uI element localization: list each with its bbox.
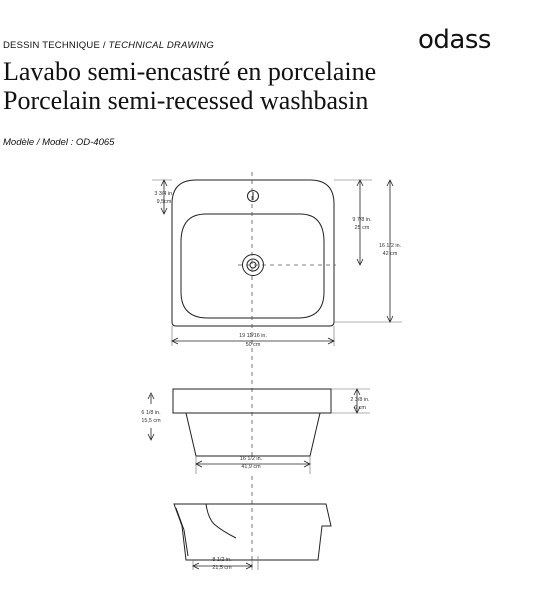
title-english: Porcelain semi-recessed washbasin xyxy=(3,86,369,115)
dim-cutout-width-in: 16 1/2 in. xyxy=(239,456,263,462)
dim-total-depth-cm: 42 cm xyxy=(382,251,398,257)
dim-rim-height-in: 2 3/8 in. xyxy=(350,397,370,403)
side-view xyxy=(174,504,331,560)
dim-total-depth-in: 16 1/2 in. xyxy=(378,243,402,249)
dim-drain-depth-in: 9 7/8 in. xyxy=(352,217,372,223)
dim-rim-height-cm: 6 cm xyxy=(354,405,366,411)
drawing-type-label: DESSIN TECHNIQUE / TECHNICAL DRAWING xyxy=(3,40,214,51)
brand-logo: odass xyxy=(418,25,491,55)
dim-back-depth-cm: 21,5 cm xyxy=(212,565,232,571)
model-number: Modèle / Model : OD-4065 xyxy=(3,137,115,148)
dim-width-in: 19 11/16 in. xyxy=(239,333,267,339)
dim-back-depth-in: 8 1/2 in. xyxy=(212,557,232,563)
dim-drain-depth-cm: 25 cm xyxy=(354,225,370,231)
dim-width-cm: 50 cm xyxy=(245,342,261,348)
dim-top-offset-cm: 9,5cm xyxy=(156,199,172,205)
dim-total-height-in: 6 1/8 in. xyxy=(141,410,161,416)
top-view xyxy=(172,180,334,326)
dim-top-offset-in: 3 3/4 in. xyxy=(154,191,174,197)
dim-cutout-width-cm: 41,9 cm xyxy=(241,464,261,470)
title-french: Lavabo semi-encastré en porcelaine xyxy=(3,57,377,86)
dim-total-height-cm: 15,5 cm xyxy=(141,418,161,424)
